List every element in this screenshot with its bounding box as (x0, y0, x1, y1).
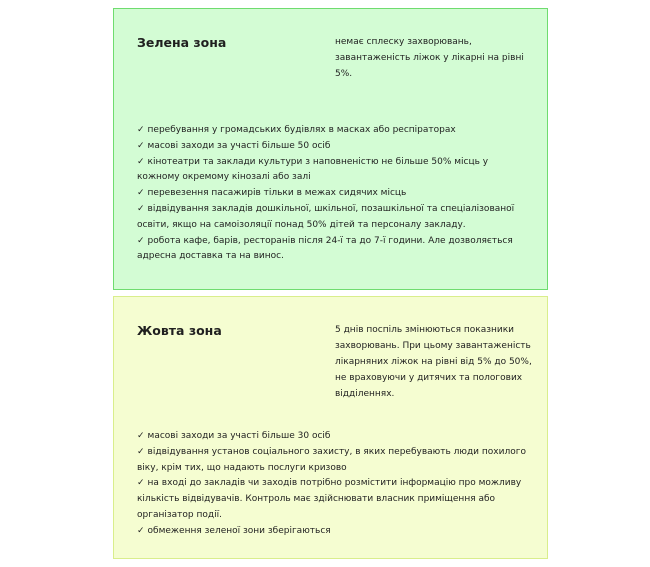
list-item (137, 186, 527, 202)
list-item-text: масові заходи за участі більше 30 осіб (147, 431, 331, 441)
green-zone-card (113, 8, 548, 290)
check-mark-icon: ✓ (137, 140, 145, 151)
check-mark-icon: ✓ (137, 188, 145, 199)
list-item-text: перебування у громадських будівлях в масках або респіраторах (147, 125, 456, 135)
list-item (137, 123, 527, 139)
list-item-text: на вході до закладів чи заходів потрібно розмістити інформацію про можливу кількість відвідувачів. Контроль має здійснювати власник приміщення або організатор події. (137, 478, 522, 520)
check-mark-icon: ✓ (137, 125, 145, 135)
check-mark-icon: ✓ (137, 525, 145, 536)
check-mark-icon: ✓ (137, 431, 145, 441)
list-item (137, 476, 527, 523)
list-item-text: обмеження зеленої зони зберігаються (147, 525, 331, 536)
list-item (137, 429, 527, 445)
list-item (137, 445, 527, 477)
list-item (137, 202, 527, 234)
list-item-text: масові заходи за участі більше 50 осіб (147, 140, 331, 151)
yellow-zone-card (113, 296, 548, 559)
green-zone-description: немає сплеску захворювань, завантаженість ліжок у лікарні на рівні 5%. (335, 37, 524, 79)
list-item-text: кінотеатри та заклади культури з наповненістю не більше 50% місць у кожному окремому кінозалі або залі (137, 156, 489, 183)
check-mark-icon: ✓ (137, 235, 145, 246)
list-item-text: відвідування установ соціального захисту, в яких перебувають люди похилого віку, крім тих, що надають послуги кризово (137, 446, 526, 473)
check-mark-icon: ✓ (137, 203, 145, 214)
yellow-zone-title: Жовта зона (137, 323, 222, 338)
check-mark-icon: ✓ (137, 446, 145, 457)
yellow-zone-list (137, 429, 527, 540)
check-mark-icon: ✓ (137, 478, 145, 489)
list-item-text: перевезення пасажирів тільки в межах сидячих місць (147, 188, 407, 199)
list-item-text: робота кафе, барів, ресторанів після 24-ї та до 7-ї години. Але дозволяється адресна доставка та на винос. (137, 235, 513, 262)
list-item (137, 234, 527, 266)
list-item-text: відвідування закладів дошкільної, шкільної, позашкільної та спеціалізованої освіти, якщо на самоізоляції понад 50% дітей та персоналу закладу. (137, 203, 515, 230)
green-zone-title: Зелена зона (137, 35, 227, 50)
check-mark-icon: ✓ (137, 156, 145, 167)
yellow-zone-description: 5 днів поспіль змінюються показники захворювань. При цьому завантаженість лікарняних ліжок на рівні від 5% до 50%, не враховуючи у дитячих та пологових відділеннях. (335, 325, 532, 399)
list-item (137, 139, 527, 155)
list-item (137, 524, 527, 540)
list-item (137, 155, 527, 187)
green-zone-list (137, 123, 527, 265)
